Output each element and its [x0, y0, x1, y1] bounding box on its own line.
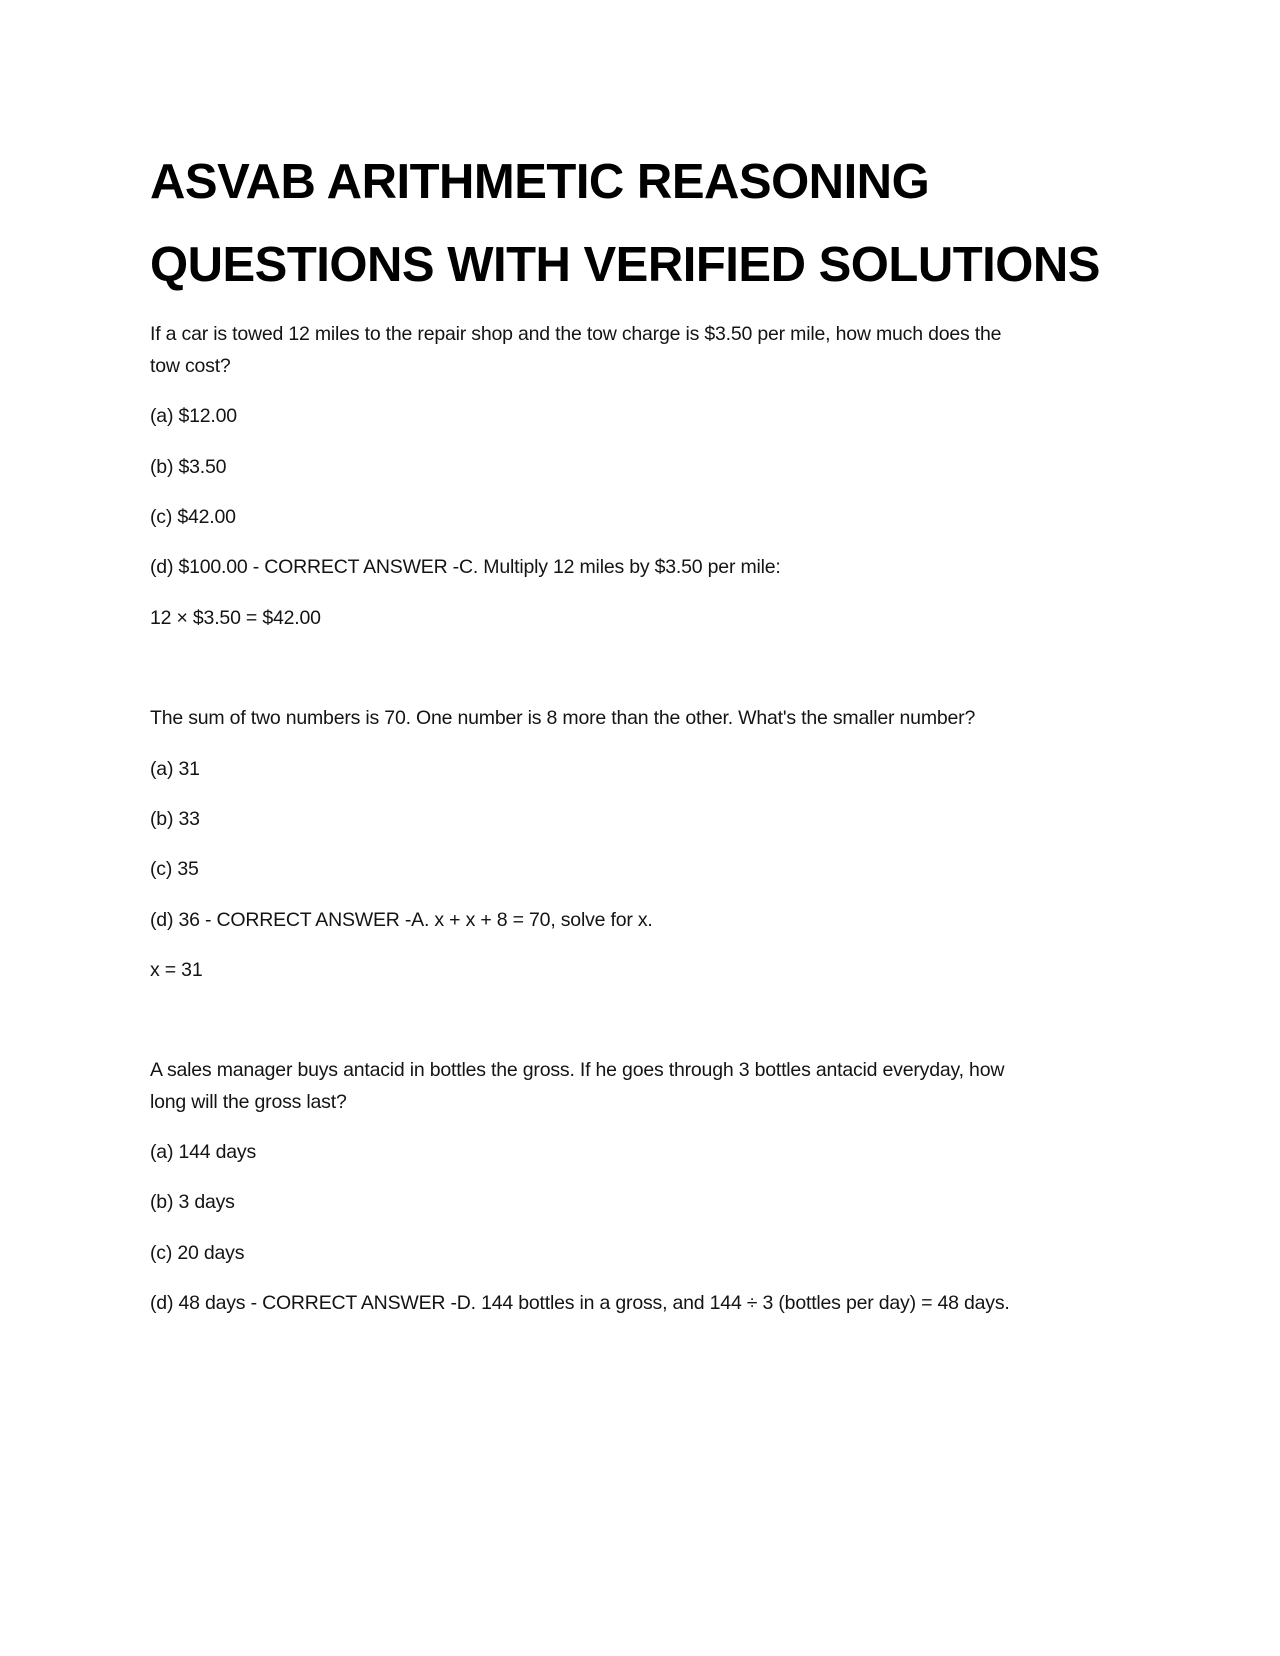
question-2-option-d-answer: (d) 36 - CORRECT ANSWER -A. x + x + 8 = 70, solve for x. [150, 909, 653, 931]
question-2-option-b: (b) 33 [150, 808, 200, 830]
document-title-line-2: QUESTIONS WITH VERIFIED SOLUTIONS [150, 238, 1100, 292]
question-1-text-line-1: If a car is towed 12 miles to the repair shop and the tow charge is $3.50 per mile, how much does the [150, 323, 1002, 345]
question-3-text-line-1: A sales manager buys antacid in bottles the gross. If he goes through 3 bottles antacid everyday, how [150, 1059, 1005, 1081]
question-2-option-c: (c) 35 [150, 858, 199, 880]
question-3-option-c: (c) 20 days [150, 1242, 245, 1264]
question-3-text-line-2: long will the gross last? [150, 1091, 347, 1113]
question-1-option-c: (c) $42.00 [150, 506, 236, 528]
question-3-option-d-answer: (d) 48 days - CORRECT ANSWER -D. 144 bottles in a gross, and 144 ÷ 3 (bottles per day) = 48 days. [150, 1292, 1010, 1314]
question-2-solution: x = 31 [150, 959, 203, 981]
question-1-solution: 12 × $3.50 = $42.00 [150, 607, 321, 629]
document-title-line-1: ASVAB ARITHMETIC REASONING [150, 155, 930, 209]
question-2-option-a: (a) 31 [150, 758, 200, 780]
question-1-text-line-2: tow cost? [150, 355, 231, 377]
question-3-option-b: (b) 3 days [150, 1191, 235, 1213]
question-2-text-line-1: The sum of two numbers is 70. One number is 8 more than the other. What's the smaller number? [150, 707, 976, 729]
question-1-option-b: (b) $3.50 [150, 456, 227, 478]
question-1-option-a: (a) $12.00 [150, 405, 237, 427]
question-1-option-d-answer: (d) $100.00 - CORRECT ANSWER -C. Multiply 12 miles by $3.50 per mile: [150, 556, 781, 578]
question-3-option-a: (a) 144 days [150, 1141, 256, 1163]
